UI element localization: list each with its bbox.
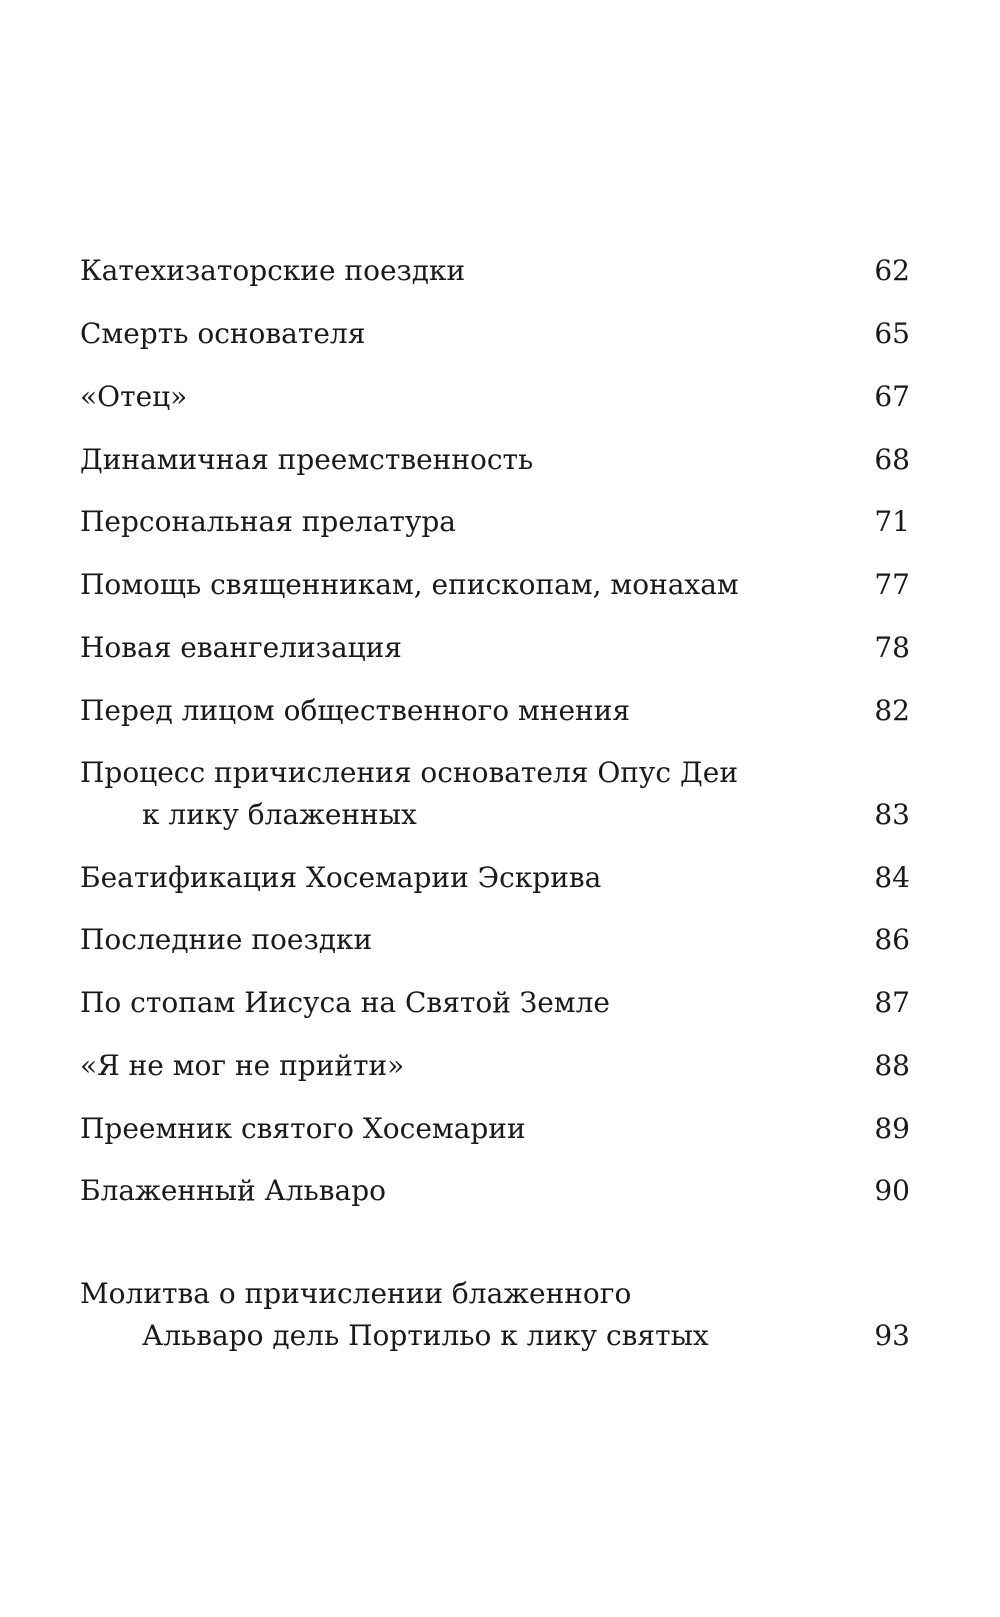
toc-entry: [80, 250, 910, 292]
toc-entry: [80, 376, 910, 418]
toc-entry-title: «Я не мог не прийти»: [80, 1049, 405, 1082]
toc-entry-page: 62: [874, 254, 910, 287]
toc-entry-title: Перед лицом общественного мнения: [80, 694, 631, 727]
toc-entry: [80, 982, 910, 1024]
toc-entry-title: Новая евангелизация: [80, 631, 402, 664]
toc-entry-title: Помощь священникам, епископам, монахам: [80, 568, 739, 601]
toc-entry-title: «Отец»: [80, 380, 188, 413]
toc-entry-page: 83: [874, 798, 910, 831]
toc-entry-title: [80, 752, 910, 836]
toc-entry: [80, 501, 910, 543]
toc-entry: [80, 1045, 910, 1087]
toc-entry-page: 86: [874, 923, 910, 956]
toc-entry: [80, 919, 910, 961]
toc-entry: [80, 564, 910, 606]
toc-entry-title: Последние поездки: [80, 923, 373, 956]
toc-entry-title: Катехизаторские поездки: [80, 254, 466, 287]
toc-entry-title: Блаженный Альваро: [80, 1174, 387, 1207]
toc-entry-page: 78: [874, 631, 910, 664]
toc-entry-title-line: к лику блаженных: [142, 798, 417, 831]
toc-entry: [80, 690, 910, 732]
toc-entry-page: 89: [874, 1112, 910, 1145]
toc-entry-page: 67: [874, 380, 910, 413]
toc-entry-title: По стопам Иисуса на Святой Земле: [80, 986, 610, 1019]
toc-entry-page: 68: [874, 443, 910, 476]
toc-entry-page: 90: [874, 1174, 910, 1207]
toc-entry: [80, 439, 910, 481]
toc-entry: [80, 627, 910, 669]
toc-entry-page: 84: [874, 861, 910, 894]
toc-entry-page: 93: [874, 1319, 910, 1352]
toc-entry-page: 77: [874, 568, 910, 601]
toc-entry-page: 65: [874, 317, 910, 350]
toc-entry-title-line: Процесс причисления основателя Опус Деи: [80, 756, 738, 789]
toc-entry-page: 88: [874, 1049, 910, 1082]
toc-entry-title: Беатификация Хосемарии Эскрива: [80, 861, 602, 894]
toc-entry: [80, 1108, 910, 1150]
toc-entry-page: 82: [874, 694, 910, 727]
toc-entry: [80, 1273, 910, 1357]
toc-entry-title: [80, 1273, 910, 1357]
toc-entry: [80, 313, 910, 355]
toc-entry: [80, 1170, 910, 1212]
toc-entry-title-line: Молитва о причислении блаженного: [80, 1277, 632, 1310]
toc-entry-page: 71: [874, 505, 910, 538]
toc-entry-title: Динамичная преемственность: [80, 443, 534, 476]
toc-entry-title-line: Альваро дель Портильо к лику святых: [142, 1319, 709, 1352]
toc-entry: [80, 752, 910, 836]
toc-entry-title: Смерть основателя: [80, 317, 366, 350]
toc-entry-title: Персональная прелатура: [80, 505, 456, 538]
toc-entry-title: Преемник святого Хосемарии: [80, 1112, 526, 1145]
toc-entry: [80, 857, 910, 899]
toc-entry-page: 87: [874, 986, 910, 1019]
